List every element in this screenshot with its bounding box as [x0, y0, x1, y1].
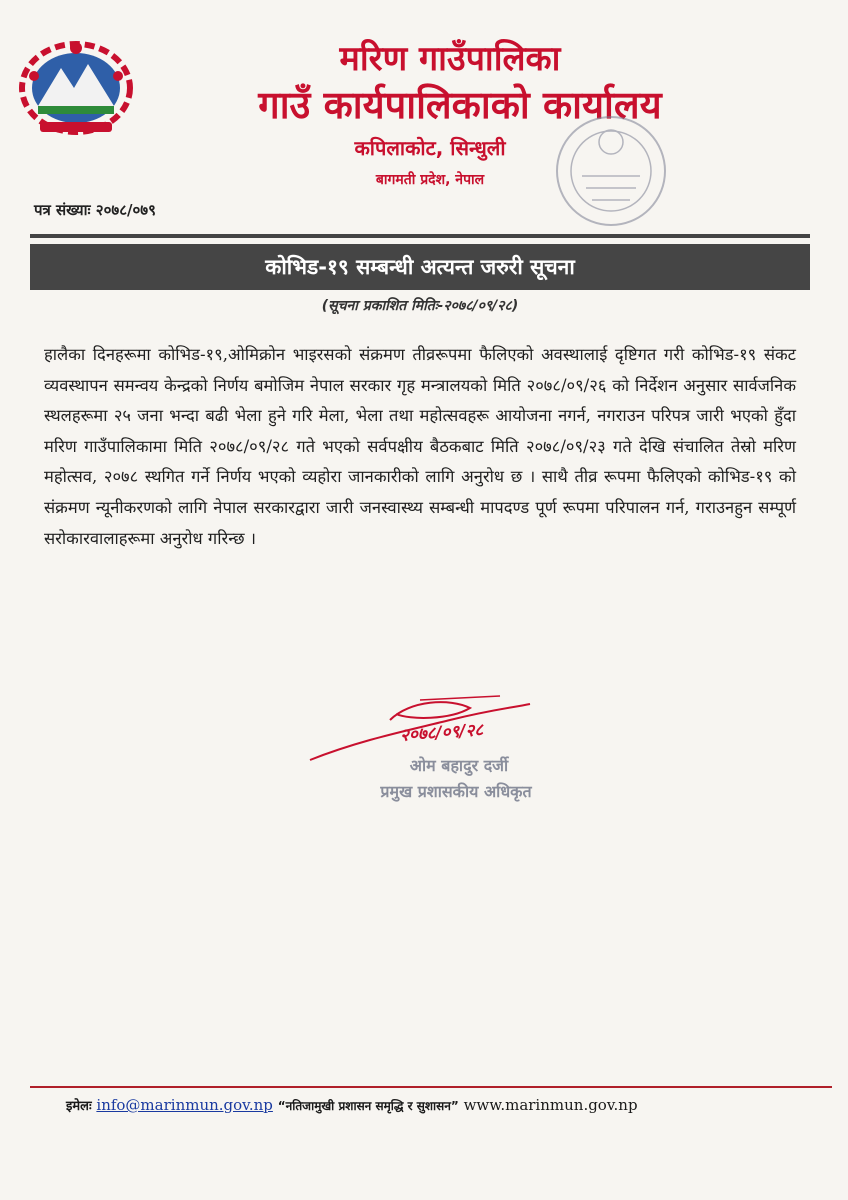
office-location: कपिलाकोट, सिन्धुली	[354, 136, 506, 160]
divider	[30, 234, 810, 238]
reference-label: पत्र संख्याः	[34, 201, 91, 219]
notice-title-banner	[30, 244, 810, 290]
nepal-emblem-icon	[16, 36, 136, 136]
office-name: गाउँ कार्यपालिकाको कार्यालय	[258, 83, 662, 127]
notice-title: कोभिड-१९ सम्बन्धी अत्यन्त जरुरी सूचना	[265, 255, 575, 279]
published-date: (सूचना प्रकाशित मितिः-२०७८/०९/२८)	[321, 298, 519, 314]
notice-body: हालैका दिनहरूमा कोभिड-१९,ओमिक्रोन भाइरसको संक्रमण तीव्ररूपमा फैलिएको अवस्थालाई दृष्टिगत गरी कोभिड-१९ संकट व्यवस्थापन समन्वय केन्द्रको निर्णय बमोजिम नेपाल सरकार गृह मन्त्रालयको मिति २०७८/०९/२६ को निर्देशन अनुसार सार्वजनिक स्थलहरूमा २५ जना भन्दा बढी भेला हुने गरि मेला, भेला तथा महोत्सवहरू आयोजना नगर्न, नगराउन परिपत्र जारी भएको हुँदा मरिण गाउँपालिकामा मिति २०७८/०९/२८ गते भएको सर्वपक्षीय बैठकबाट मिति २०७८/०९/२३ गते देखि संचालित तेस्रो मरिण महोत्सव, २०७८ स्थगित गर्ने निर्णय भएको व्यहोरा जानकारीको लागि अनुरोध छ । साथै तीव्र रूपमा फैलिएको कोभिड-१९ को संक्रमण न्यूनीकरणको लागि नेपाल सरकारद्वारा जारी जनस्वास्थ्य सम्बन्धी मापदण्ड पूर्ण रूपमा परिपालन गर्न, गराउनहुन सम्पूर्ण सरोकारवालाहरूमा अनुरोध गरिन्छ ।	[44, 345, 796, 548]
email-link[interactable]: info@marinmun.gov.np	[96, 1096, 273, 1114]
office-province: बागमती प्रदेश, नेपाल	[375, 172, 485, 188]
reference-value: २०७८/०७९	[95, 201, 156, 219]
signature-date: २०७८/०९/२८	[399, 720, 484, 746]
signer-name: ओम बहादुर दर्जी	[409, 756, 509, 775]
office-seal-icon	[552, 112, 670, 230]
reference-number	[34, 200, 156, 220]
email-label: इमेलः	[66, 1099, 92, 1114]
signer-title: प्रमुख प्रशासकीय अधिकृत	[380, 782, 532, 801]
footer-slogan: “नतिजामुखी प्रशासन समृद्धि र सुशासन”	[277, 1099, 459, 1113]
footer	[66, 1096, 786, 1114]
org-name: मरिण गाउँपालिका	[339, 39, 561, 79]
website-link[interactable]: www.marinmun.gov.np	[463, 1096, 638, 1114]
footer-divider	[30, 1086, 832, 1088]
